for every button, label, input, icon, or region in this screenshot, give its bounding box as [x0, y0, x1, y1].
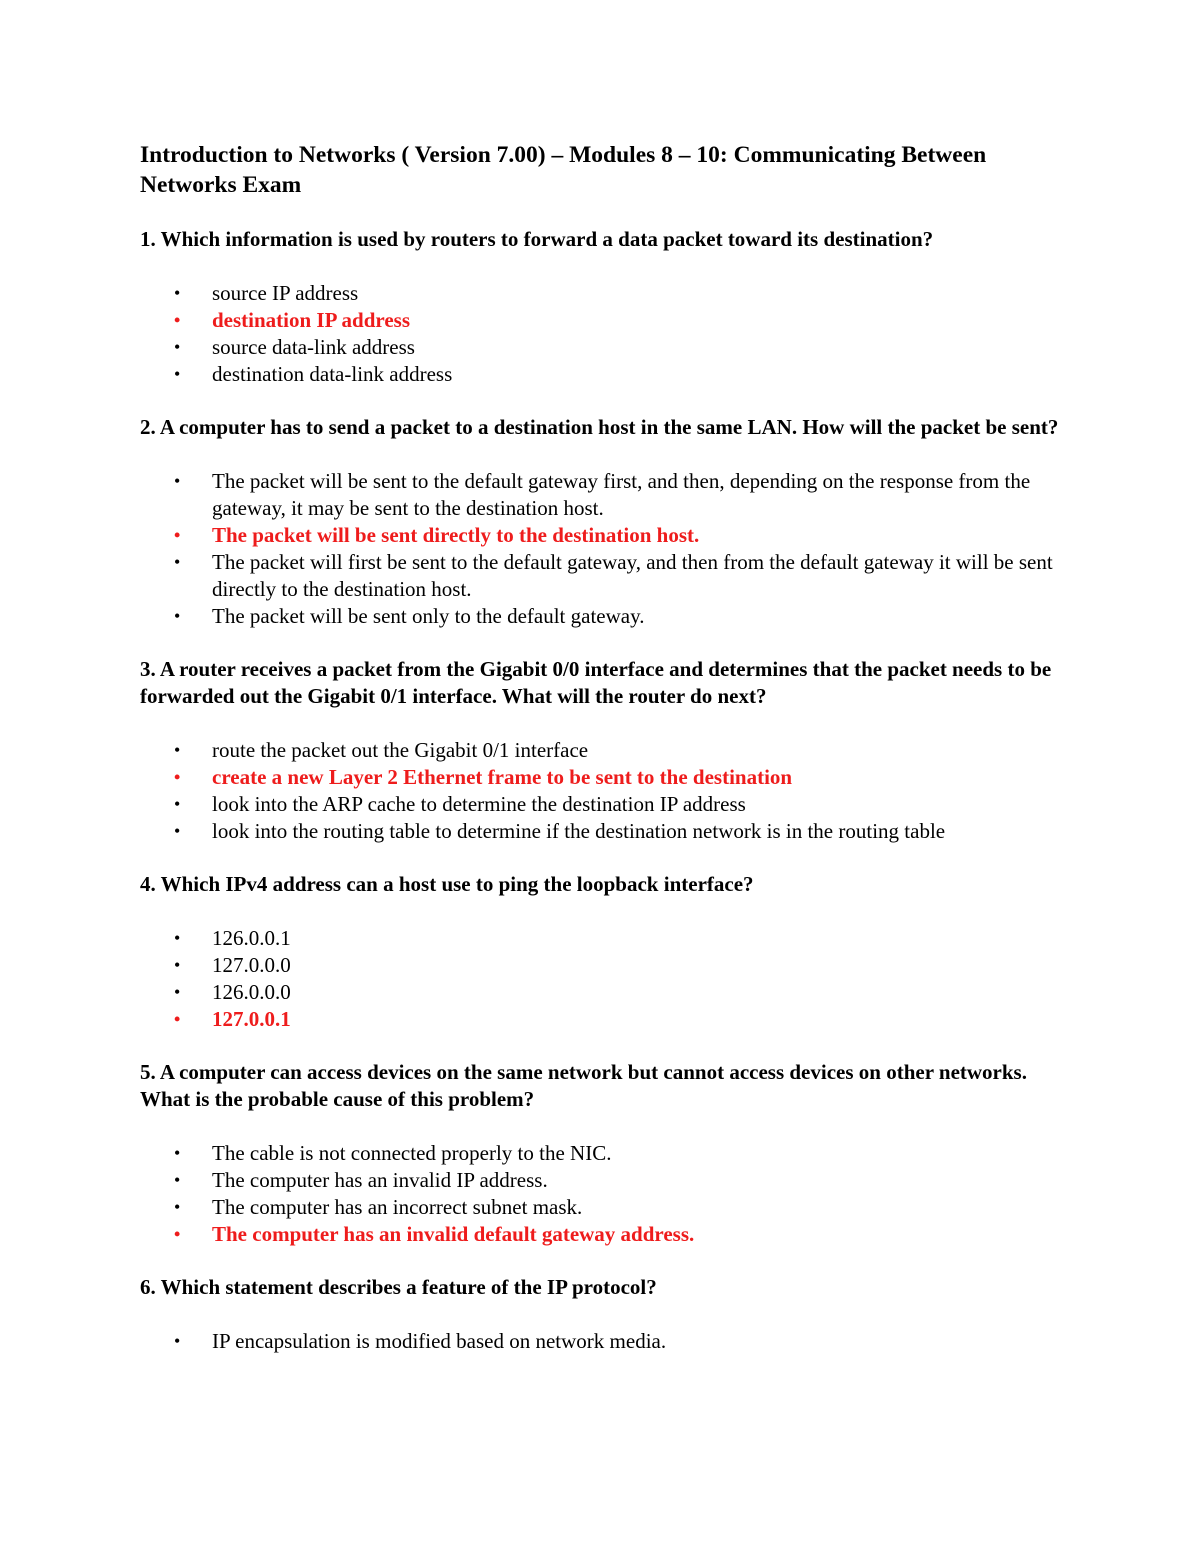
answer-text: The computer has an invalid default gateway address. — [212, 1222, 695, 1246]
answer-option — [140, 334, 1060, 361]
question-4: 4. Which IPv4 address can a host use to ping the loopback interface? — [140, 872, 754, 896]
answer-text: The cable is not connected properly to the NIC. — [212, 1141, 612, 1165]
bullet-icon: • — [174, 767, 181, 787]
bullet-icon: • — [174, 1009, 181, 1029]
answer-list — [140, 1140, 1060, 1248]
bullet-icon: • — [174, 1143, 181, 1163]
question-6: 6. Which statement describes a feature of the IP protocol? — [140, 1275, 657, 1299]
correct-answer — [140, 307, 1060, 334]
bullet-icon: • — [174, 740, 181, 760]
answer-text: 127.0.0.0 — [212, 953, 291, 977]
bullet-icon: • — [174, 525, 181, 545]
answer-option — [140, 361, 1060, 388]
question-3: 3. A router receives a packet from the Gigabit 0/0 interface and determines that the packet needs to be forwarded out the Gigabit 0/1 interface. What will the router do next? — [140, 657, 1052, 708]
answer-option — [140, 818, 1060, 845]
bullet-icon: • — [174, 310, 181, 330]
answer-text: look into the ARP cache to determine the destination IP address — [212, 792, 746, 816]
answer-option — [140, 468, 1060, 522]
question-5: 5. A computer can access devices on the same network but cannot access devices on other networks. What is the probable cause of this problem? — [140, 1060, 1027, 1111]
answer-option — [140, 791, 1060, 818]
answer-text: The computer has an invalid IP address. — [212, 1168, 548, 1192]
answer-text: destination data-link address — [212, 362, 453, 386]
answer-option — [140, 979, 1060, 1006]
bullet-icon: • — [174, 364, 181, 384]
document-page — [140, 140, 1060, 1381]
bullet-icon: • — [174, 471, 181, 491]
answer-option — [140, 925, 1060, 952]
bullet-icon: • — [174, 928, 181, 948]
answer-option — [140, 603, 1060, 630]
bullet-icon: • — [174, 1224, 181, 1244]
bullet-icon: • — [174, 1197, 181, 1217]
bullet-icon: • — [174, 982, 181, 1002]
answer-text: The packet will be sent only to the default gateway. — [212, 604, 645, 628]
answer-list — [140, 925, 1060, 1033]
answer-text: 126.0.0.0 — [212, 980, 291, 1004]
bullet-icon: • — [174, 606, 181, 626]
question-2: 2. A computer has to send a packet to a destination host in the same LAN. How will the packet be sent? — [140, 415, 1059, 439]
bullet-icon: • — [174, 283, 181, 303]
bullet-icon: • — [174, 1170, 181, 1190]
answer-option — [140, 1167, 1060, 1194]
answer-text: The packet will first be sent to the default gateway, and then from the default gateway it will be sent directly to the destination host. — [212, 550, 1053, 601]
correct-answer — [140, 1221, 1060, 1248]
answer-text: look into the routing table to determine if the destination network is in the routing table — [212, 819, 946, 843]
answer-option — [140, 952, 1060, 979]
answer-option — [140, 1194, 1060, 1221]
bullet-icon: • — [174, 821, 181, 841]
answer-text: source data-link address — [212, 335, 415, 359]
answer-text: 127.0.0.1 — [212, 1007, 291, 1031]
correct-answer — [140, 1006, 1060, 1033]
answer-option — [140, 737, 1060, 764]
answer-option — [140, 1140, 1060, 1167]
answer-option — [140, 280, 1060, 307]
answer-list — [140, 737, 1060, 845]
answer-text: The computer has an incorrect subnet mask. — [212, 1195, 583, 1219]
answer-text: destination IP address — [212, 308, 410, 332]
answer-text: The packet will be sent directly to the destination host. — [212, 523, 700, 547]
answer-list — [140, 1328, 1060, 1355]
question-list — [140, 226, 1060, 1355]
correct-answer — [140, 764, 1060, 791]
bullet-icon: • — [174, 794, 181, 814]
bullet-icon: • — [174, 1331, 181, 1351]
question-1: 1. Which information is used by routers to forward a data packet toward its destination? — [140, 227, 934, 251]
bullet-icon: • — [174, 337, 181, 357]
answer-text: route the packet out the Gigabit 0/1 interface — [212, 738, 589, 762]
answer-option — [140, 1328, 1060, 1355]
document-title: Introduction to Networks ( Version 7.00) – Modules 8 – 10: Communicating Between Networks Exam — [140, 142, 987, 198]
correct-answer — [140, 522, 1060, 549]
answer-option — [140, 549, 1060, 603]
answer-text: The packet will be sent to the default gateway first, and then, depending on the response from the gateway, it may be sent to the destination host. — [212, 469, 1031, 520]
answer-text: 126.0.0.1 — [212, 926, 291, 950]
answer-list — [140, 468, 1060, 630]
answer-text: IP encapsulation is modified based on network media. — [212, 1329, 667, 1353]
bullet-icon: • — [174, 552, 181, 572]
answer-text: create a new Layer 2 Ethernet frame to be sent to the destination — [212, 765, 793, 789]
answer-text: source IP address — [212, 281, 359, 305]
answer-list — [140, 280, 1060, 388]
bullet-icon: • — [174, 955, 181, 975]
